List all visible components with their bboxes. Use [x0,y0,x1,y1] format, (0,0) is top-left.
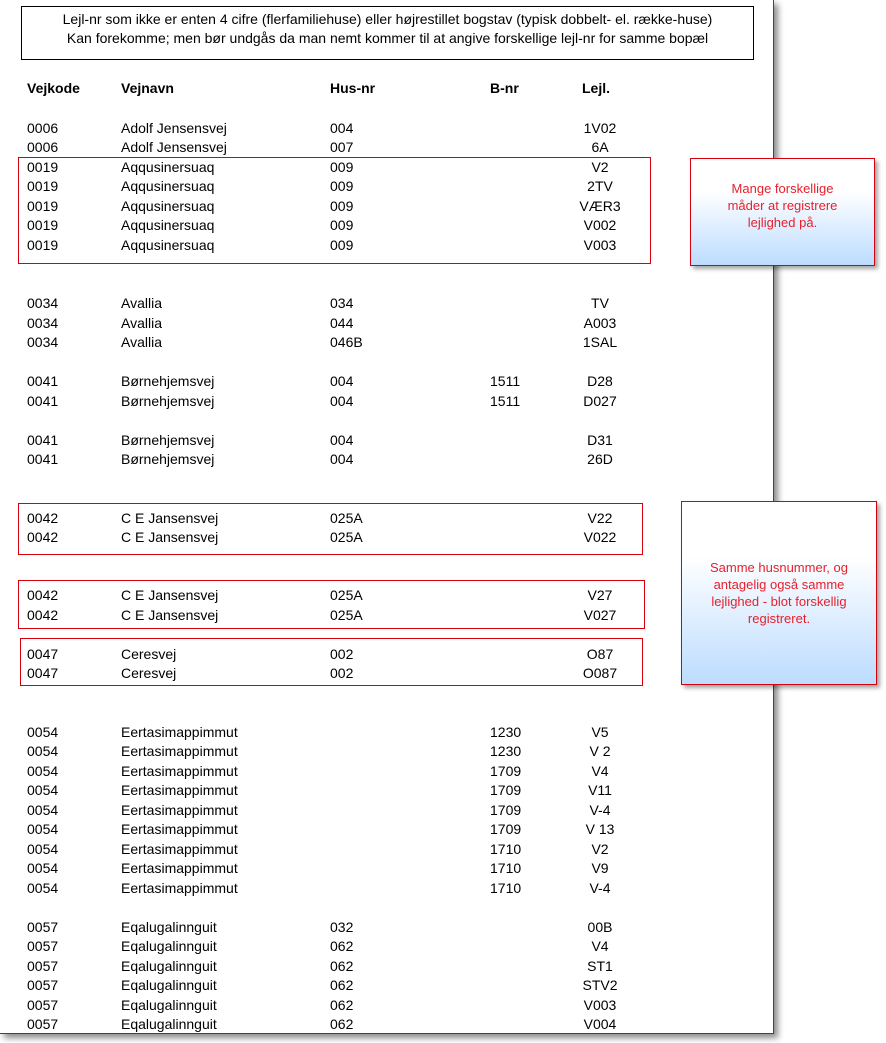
cell-husnr: 062 [330,938,354,954]
cell-vejkode: 0042 [27,587,59,603]
cell-vejnavn: Eertasimappimmut [121,841,238,857]
cell-vejkode: 0034 [27,334,59,350]
callout-2-line-4: registreret. [747,611,811,626]
cell-vejkode: 0054 [27,880,59,896]
cell-bnr: 1511 [490,373,521,389]
cell-vejkode: 0054 [27,841,59,857]
callout-1-line-1: Mange forskellige [731,180,834,196]
cell-lejl: A003 [583,315,617,331]
cell-vejkode: 0054 [27,802,59,818]
cell-vejkode: 0047 [27,665,59,681]
callout-same-housenumber [681,501,877,685]
cell-bnr: 1709 [490,821,522,837]
cell-bnr: 1230 [490,743,522,759]
callout-1-line-2: måder at registrere [727,197,838,213]
cell-vejkode: 0034 [27,295,59,311]
cell-vejnavn: C E Jansensvej [121,510,219,526]
callout-many-ways [690,158,875,266]
cell-husnr: 044 [330,315,354,331]
header-line-2: Kan forekomme; men bør undgås da man nemt kommer til at angive forskellige lejl-nr for samme bopæl [66,30,709,46]
cell-vejkode: 0041 [27,373,59,389]
cell-vejnavn: Eqalugalinnguit [121,958,217,974]
cell-lejl: V22 [587,510,613,526]
cell-lejl: V-4 [589,880,611,896]
cell-vejnavn: Eqalugalinnguit [121,1016,217,1032]
cell-lejl: V004 [583,1016,617,1032]
header-line-1: Lejl-nr som ikke er enten 4 cifre (flerfamiliehuse) eller højrestillet bogstav (typisk dobbelt- el. række-huse) [62,11,713,27]
cell-vejnavn: Eertasimappimmut [121,802,238,818]
cell-husnr: 004 [330,451,354,467]
cell-vejnavn: Aqqusinersuaq [121,178,215,194]
cell-lejl: V2 [591,841,609,857]
cell-vejkode: 0054 [27,763,59,779]
cell-vejkode: 0019 [27,159,59,175]
cell-vejnavn: Aqqusinersuaq [121,237,215,253]
cell-lejl: V002 [583,217,617,233]
cell-vejkode: 0042 [27,510,59,526]
cell-lejl: 6A [591,139,609,155]
callout-2-line-2: antagelig også samme [713,577,845,592]
cell-vejnavn: Aqqusinersuaq [121,217,215,233]
cell-vejnavn: Eertasimappimmut [121,782,238,798]
cell-vejnavn: Eertasimappimmut [121,743,238,759]
cell-husnr: 025A [330,529,363,545]
cell-husnr: 062 [330,997,354,1013]
cell-lejl: V003 [583,237,617,253]
cell-lejl: VÆR3 [579,198,621,214]
cell-bnr: 1710 [490,841,522,857]
cell-lejl: V2 [591,159,609,175]
cell-vejkode: 0057 [27,977,59,993]
cell-vejkode: 0057 [27,938,59,954]
cell-vejnavn: Eertasimappimmut [121,724,238,740]
cell-vejkode: 0041 [27,393,59,409]
cell-lejl: V4 [591,938,609,954]
highlight-frame-ceresvej [20,638,643,686]
cell-vejnavn: C E Jansensvej [121,587,219,603]
cell-vejkode: 0057 [27,919,59,935]
cell-bnr: 1709 [490,802,522,818]
cell-lejl: 2TV [587,178,613,194]
callout-2-line-1: Samme husnummer, og [709,560,848,575]
cell-bnr: 1710 [490,880,522,896]
cell-husnr: 004 [330,120,354,136]
cell-vejkode: 0019 [27,178,59,194]
cell-vejnavn: Adolf Jensensvej [121,139,227,155]
cell-husnr: 062 [330,958,354,974]
cell-lejl: D027 [583,393,617,409]
cell-vejkode: 0006 [27,120,59,136]
cell-husnr: 009 [330,217,354,233]
cell-husnr: 046B [330,334,363,350]
cell-lejl: 26D [587,451,613,467]
cell-husnr: 025A [330,510,363,526]
cell-vejnavn: Ceresvej [121,646,177,662]
highlight-frame-aqqusinersuaq [18,157,651,264]
column-header-vejkode: Vejkode [27,80,80,96]
cell-husnr: 062 [330,977,354,993]
cell-vejkode: 0041 [27,432,59,448]
column-header-husnr: Hus-nr [330,80,376,96]
cell-lejl: V 13 [585,821,615,837]
cell-vejnavn: Eertasimappimmut [121,763,238,779]
cell-vejnavn: Adolf Jensensvej [121,120,227,136]
cell-lejl: V27 [587,587,613,603]
cell-husnr: 004 [330,432,354,448]
highlight-frame-ce-jansensvej-2 [18,580,645,629]
cell-vejnavn: Børnehjemsvej [121,451,215,467]
cell-lejl: ST1 [587,958,613,974]
cell-vejnavn: Eqalugalinnguit [121,977,217,993]
column-header-bnr: B-nr [490,80,519,96]
cell-husnr: 025A [330,587,363,603]
cell-vejkode: 0047 [27,646,59,662]
cell-vejkode: 0041 [27,451,59,467]
cell-husnr: 009 [330,198,354,214]
cell-lejl: V003 [583,997,617,1013]
cell-vejnavn: Eertasimappimmut [121,821,238,837]
cell-vejkode: 0034 [27,315,59,331]
cell-vejkode: 0042 [27,607,59,623]
cell-vejkode: 0019 [27,237,59,253]
cell-vejnavn: Børnehjemsvej [121,432,215,448]
cell-vejnavn: Aqqusinersuaq [121,159,215,175]
cell-lejl: 1SAL [582,334,618,350]
cell-vejkode: 0054 [27,782,59,798]
callout-2-line-3: lejlighed - blot forskellig [711,594,847,609]
cell-lejl: D31 [587,432,613,448]
cell-husnr: 009 [330,178,354,194]
cell-vejnavn: Eqalugalinnguit [121,919,217,935]
cell-husnr: 009 [330,159,354,175]
column-header-vejnavn: Vejnavn [121,80,174,96]
cell-vejkode: 0006 [27,139,59,155]
cell-husnr: 002 [330,646,354,662]
cell-lejl: V 2 [589,743,611,759]
cell-bnr: 1710 [490,860,522,876]
cell-vejnavn: Eertasimappimmut [121,880,238,896]
cell-vejnavn: Aqqusinersuaq [121,198,215,214]
cell-vejnavn: Avallia [121,295,162,311]
cell-vejnavn: Børnehjemsvej [121,373,215,389]
cell-husnr: 004 [330,373,354,389]
cell-vejnavn: Eertasimappimmut [121,860,238,876]
highlight-frame-ce-jansensvej-1 [18,503,643,555]
cell-lejl: V027 [583,607,617,623]
cell-bnr: 1511 [490,393,521,409]
cell-vejnavn: Eqalugalinnguit [121,997,217,1013]
cell-lejl: TV [591,295,609,311]
cell-lejl: STV2 [582,977,618,993]
cell-vejnavn: C E Jansensvej [121,607,219,623]
cell-lejl: 1V02 [583,120,617,136]
cell-vejnavn: Avallia [121,315,162,331]
cell-vejkode: 0054 [27,860,59,876]
cell-bnr: 1709 [490,782,522,798]
cell-vejnavn: C E Jansensvej [121,529,219,545]
cell-husnr: 009 [330,237,354,253]
cell-lejl: O087 [582,665,618,681]
cell-lejl: O87 [586,646,614,662]
column-header-lejl: Lejl. [582,80,611,96]
cell-vejkode: 0054 [27,724,59,740]
cell-vejnavn: Ceresvej [121,665,177,681]
cell-vejkode: 0019 [27,198,59,214]
callout-1-line-3: lejlighed på. [747,214,818,230]
cell-vejkode: 0054 [27,743,59,759]
cell-husnr: 034 [330,295,354,311]
cell-vejkode: 0057 [27,997,59,1013]
cell-vejkode: 0042 [27,529,59,545]
cell-lejl: V5 [591,724,609,740]
cell-husnr: 062 [330,1016,354,1032]
cell-husnr: 032 [330,919,354,935]
cell-husnr: 007 [330,139,354,155]
cell-bnr: 1230 [490,724,522,740]
cell-vejkode: 0057 [27,958,59,974]
cell-husnr: 004 [330,393,354,409]
cell-vejkode: 0054 [27,821,59,837]
cell-lejl: V022 [583,529,617,545]
cell-lejl: D28 [587,373,613,389]
cell-lejl: 00B [587,919,613,935]
cell-husnr: 025A [330,607,363,623]
cell-vejkode: 0019 [27,217,59,233]
cell-lejl: V4 [591,763,609,779]
cell-lejl: V9 [591,860,609,876]
cell-vejnavn: Eqalugalinnguit [121,938,217,954]
cell-husnr: 002 [330,665,354,681]
cell-vejkode: 0057 [27,1016,59,1032]
cell-lejl: V-4 [589,802,611,818]
cell-bnr: 1709 [490,763,522,779]
cell-vejnavn: Avallia [121,334,162,350]
cell-vejnavn: Børnehjemsvej [121,393,215,409]
cell-lejl: V11 [588,782,612,798]
header-note-box [21,6,754,60]
